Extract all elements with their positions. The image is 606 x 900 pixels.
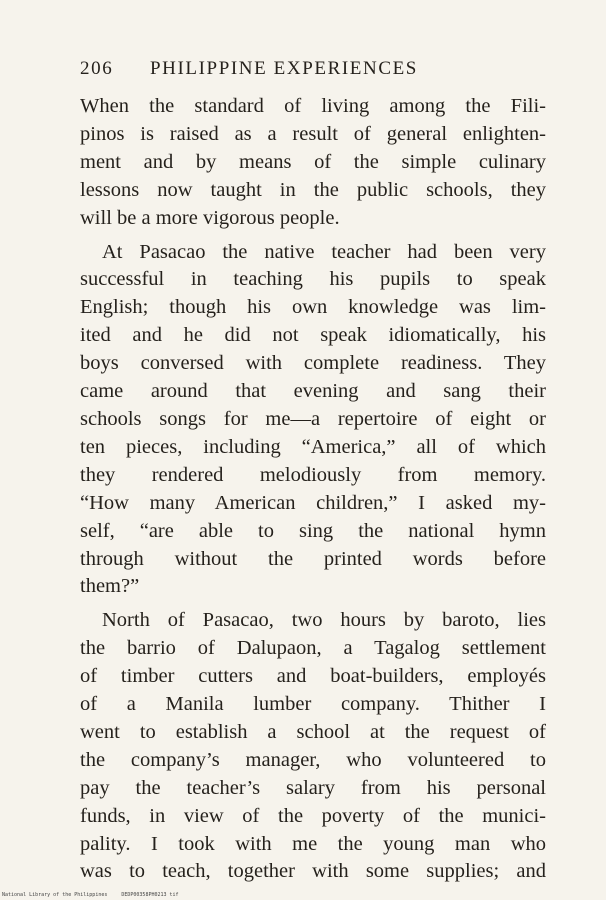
text-line: pinos is raised as a result of general enlighten- [80, 122, 546, 145]
paragraph-1 [80, 93, 546, 233]
text-line: self, “are able to sing the national hymn [80, 519, 546, 542]
text-line: lessons now taught in the public schools, they [80, 178, 546, 201]
text-line: “How many American children,” I asked my- [80, 491, 546, 514]
paragraph-3 [80, 607, 546, 886]
text-line: of timber cutters and boat-builders, employés [80, 665, 546, 688]
body-text [80, 93, 546, 886]
text-line: was to teach, together with some supplies; and [80, 860, 546, 883]
text-line: ited and he did not speak idiomatically, his [80, 324, 546, 347]
text-line: they rendered melodiously from memory. [80, 463, 546, 486]
text-line: schools songs for me—a repertoire of eight or [80, 407, 546, 430]
text-line: English; though his own knowledge was lim- [80, 296, 546, 319]
running-title: PHILIPPINE EXPERIENCES [150, 58, 418, 79]
text-line: the company’s manager, who volunteered to [80, 748, 546, 771]
text-line: the barrio of Dalupaon, a Tagalog settlement [80, 637, 546, 660]
text-line: successful in teaching his pupils to speak [80, 268, 546, 291]
page-number: 206 [80, 58, 114, 79]
text-line: went to establish a school at the request of [80, 720, 546, 743]
text-line: boys conversed with complete readiness. They [80, 352, 546, 375]
text-line: ten pieces, including “America,” all of which [80, 435, 546, 458]
text-line: them?” [80, 575, 140, 598]
paragraph-2 [80, 239, 546, 602]
text-line: came around that evening and sang their [80, 380, 546, 403]
running-head [80, 58, 540, 80]
scan-footer [2, 892, 193, 898]
text-line: through without the printed words before [80, 547, 546, 570]
text-line: North of Pasacao, two hours by baroto, lies [102, 609, 546, 632]
text-line: funds, in view of the poverty of the munici- [80, 804, 546, 827]
text-line: When the standard of living among the Fili- [80, 95, 546, 117]
text-line: of a Manila lumber company. Thither I [80, 693, 546, 716]
text-line: will be a more vigorous people. [80, 206, 340, 229]
library-credit: National Library of the Philippines [2, 892, 108, 898]
text-line: pality. I took with me the young man who [80, 832, 546, 855]
scan-identifier: DEDP00358PH0213 tif [121, 892, 179, 898]
text-line: pay the teacher’s salary from his personal [80, 776, 546, 799]
text-line: ment and by means of the simple culinary [80, 150, 546, 173]
text-line: At Pasacao the native teacher had been very [102, 240, 546, 263]
